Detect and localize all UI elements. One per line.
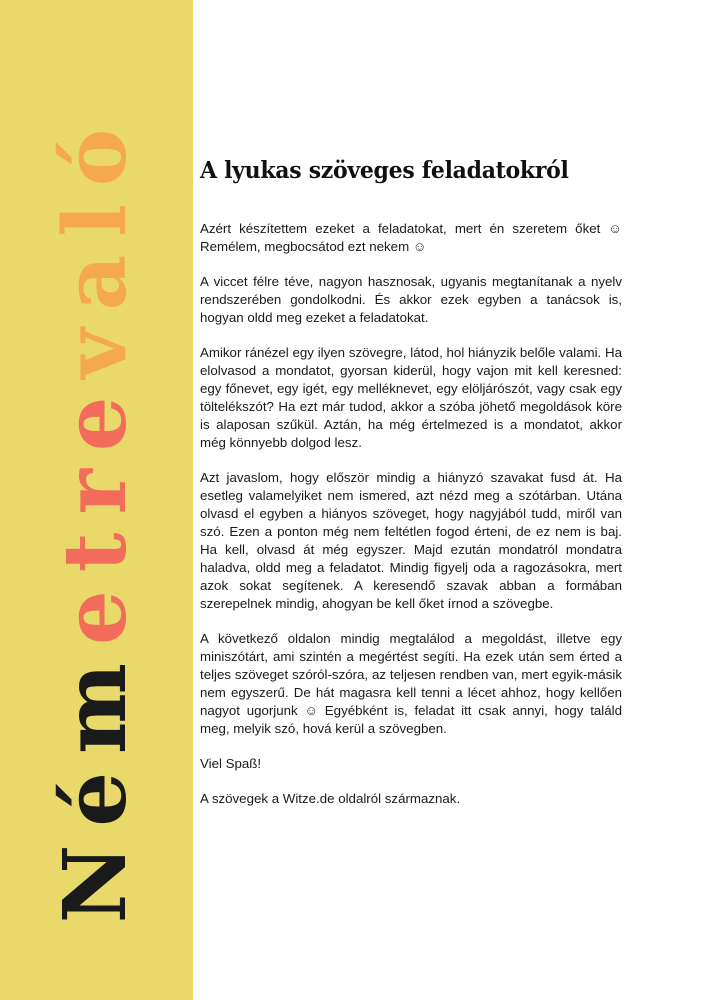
- paragraph-steps: Azt javaslom, hogy először mindig a hiányzó szavakat fusd át. Ha esetleg valamelyiket nem ismered, azt nézd meg a szótárban. Utána olvasd el egyben a hiányos szöveget, hogy nagyjából tudd, miről van szó. Ezen a ponton még nem feltétlen fogod érteni, de ez nem is baj. Ha kell, olvasd át még egyszer. Majd ezután mondatról mondatra haladva, oldd meg a feladatot. Mindig figyelj oda a ragozásokra, mert azok sokat segítenek. A keresendő szavak abban a formában szerepelnek mindig, ahogyan be kell őket írnod a szövegbe.: [200, 470, 622, 611]
- logo-letter: é: [45, 753, 146, 827]
- logo-letter: v: [45, 310, 146, 379]
- paragraph-approach: Amikor ránézel egy ilyen szövegre, látod, hol hiányzik belőle valami. Ha elolvasod a mondatot, gyorsan kiderül, hogy vajon mit kell keresned: egy főnevet, egy igét, egy melléknevet, egy elöljárószót, vagy csak egy töltelékszót? Ha ezt már tudod, akkor a szóba jöhető megoldások köre is alaposan szűkül. Aztán, ha még értelmezed is a mondatot, akkor még könnyebb dolgod lesz.: [200, 345, 622, 450]
- logo-letter: m: [45, 644, 146, 754]
- logo-letter: N: [45, 826, 146, 924]
- logo-letter: e: [45, 378, 146, 452]
- document-body: [200, 220, 622, 825]
- page-title: A lyukas szöveges feladatokról: [200, 157, 569, 185]
- paragraph-greeting: Viel Spaß!: [200, 756, 262, 771]
- logo-letter: l: [45, 186, 146, 237]
- logo-letter: ó: [45, 110, 146, 187]
- paragraph-solutions: A következő oldalon mindig megtalálod a megoldást, illetve egy miniszótárt, ami szintén a megértést segíti. Ha ezek után sem érted a teljes szöveget szóról-szóra, az teljesen rendben van, mert egyik-másik nem egyszerű. De hát magasra kell tenni a lécet ahhoz, hogy kellően nagyot ugorjunk ☺ Egyébként is, feladat itt csak annyi, hogy találd meg, melyik szó, hová kerül a szövegben.: [200, 631, 622, 736]
- logo-letter: t: [45, 514, 146, 573]
- logo-letter: e: [45, 572, 146, 645]
- paragraph-usefulness: A viccet félre téve, nagyon hasznosak, ugyanis megtanítanak a nyelv rendszerében gondolkodni. És akkor ezek egyben a tanácsok is, hogyan oldd meg ezeket a feladatokat.: [200, 274, 622, 325]
- paragraph-source: A szövegek a Witze.de oldalról származnak.: [200, 791, 461, 806]
- logo-letter: a: [45, 236, 146, 311]
- paragraph-intro: Azért készítettem ezeket a feladatokat, mert én szeretem őket ☺ Remélem, megbocsátod ezt nekem ☺: [200, 221, 622, 254]
- logo-letter: r: [45, 451, 146, 515]
- brand-logo-nemetrevalo: [45, 110, 146, 924]
- brand-sidebar: [0, 0, 193, 1000]
